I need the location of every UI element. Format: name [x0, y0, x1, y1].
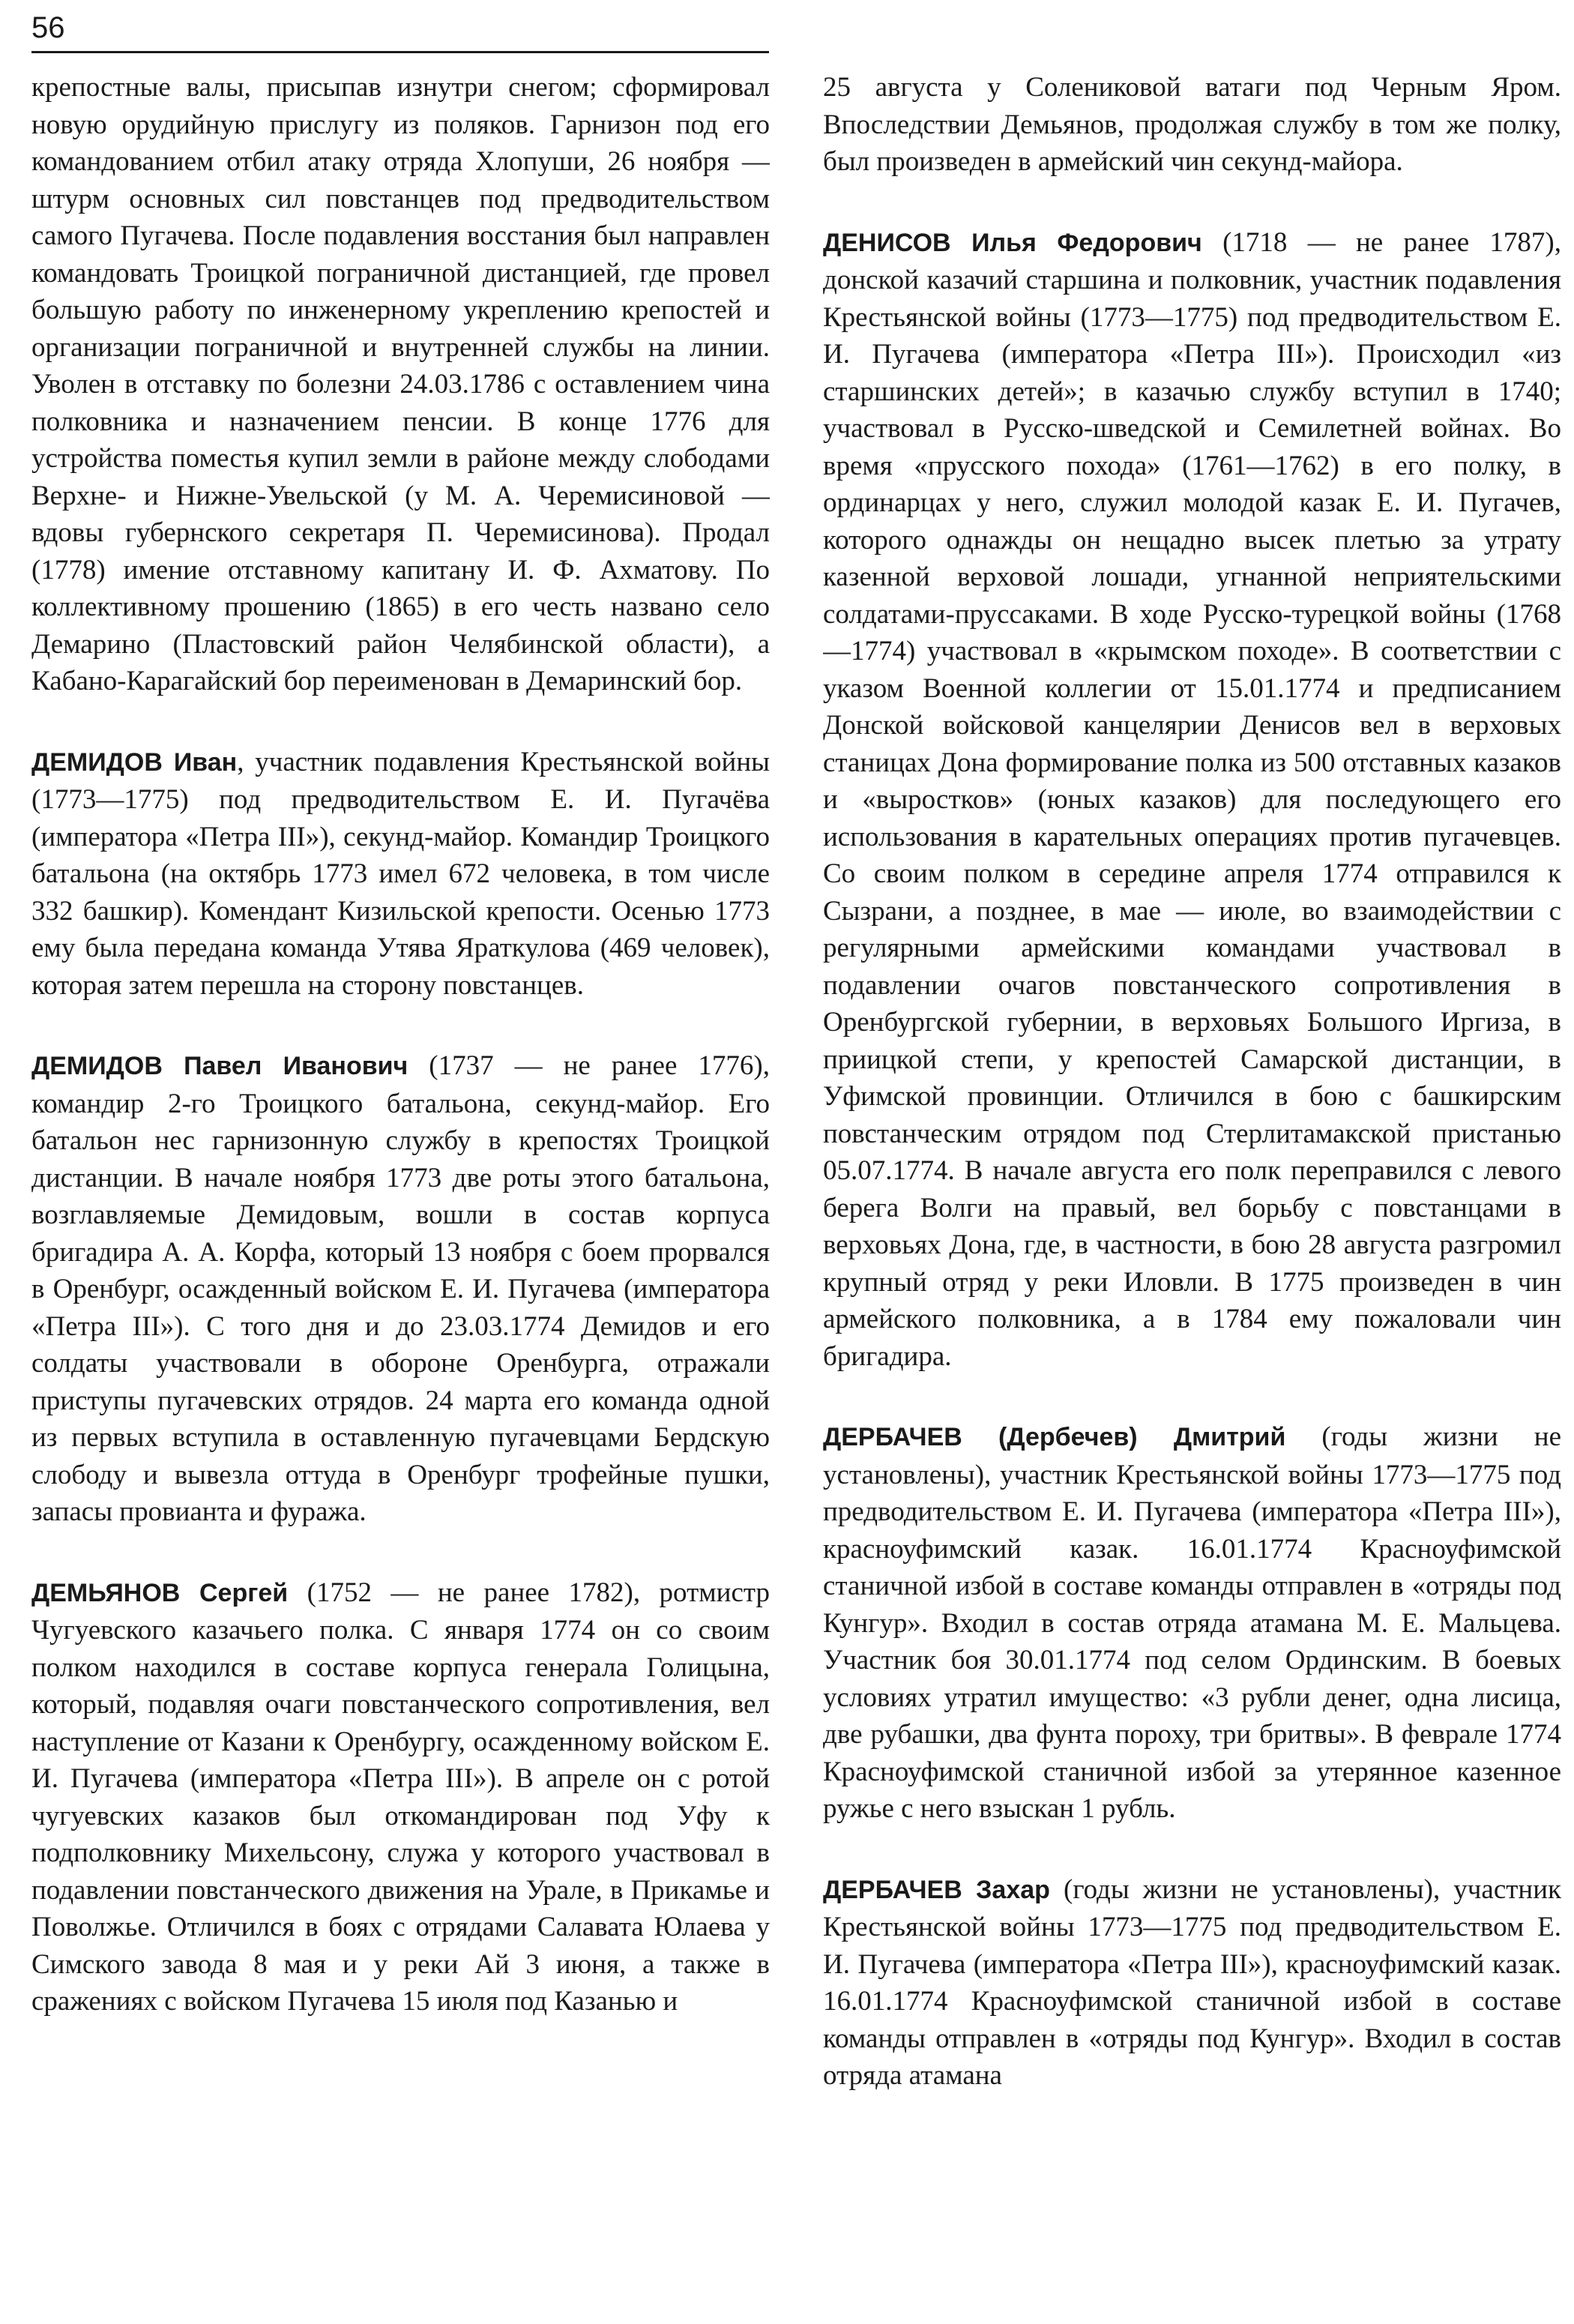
entry-derbachev-zakhar — [823, 1871, 1561, 2095]
entry-headword: ДЕМИДОВ Павел Иванович — [31, 1052, 408, 1080]
entry-text: (1737 — не ранее 1776), командир 2-го Троицкого батальона, секунд-майор. Его батальон нес гарнизонную службу в крепостях Троицкой дистанции. В начале ноября 1773 две роты этого батальона, возглавляемые Демидовым, вошли в состав корпуса бригадира А. А. Корфа, который 13 ноября с боем прорвался в Оренбург, осажденный войском Е. И. Пугачева (императора «Петра III»). С того дня и до 23.03.1774 Демидов и его солдаты участвовали в обороне Оренбурга, отражали приступы пугачевских отрядов. 24 марта его команда одной из первых вступила в оставленную пугачевцами Бердскую слободу и вывезла оттуда в Оренбург трофейные пушки, запасы провианта и фуража. — [31, 1050, 770, 1527]
entry-demidov-pavel — [31, 1047, 770, 1531]
entry-text: (годы жизни не установлены), участник Крестьянской войны 1773—1775 под предводительством Е. И. Пугачева (императора «Петра III»), красноуфимский казак. 16.01.1774 Красноуфимской станичной избой в составе команды отправлен в «отряды под Кунгур». Входил в состав отряда атамана — [823, 1873, 1561, 2091]
entry-headword: ДЕМИДОВ Иван — [31, 747, 238, 777]
entry-denisov-ilya — [823, 224, 1561, 1376]
right-column — [823, 69, 1561, 2318]
entry-demidov-ivan — [31, 744, 770, 1005]
header-rule — [31, 51, 769, 53]
entry-continuation — [31, 69, 770, 700]
page-number: 56 — [31, 11, 65, 44]
left-column — [31, 69, 770, 2318]
entry-text: (1752 — не ранее 1782), ротмистр Чугуевского казачьего полка. С января 1774 он со своим полком находился в составе корпуса генерала Голицына, который, подавляя очаги повстанческого сопротивления, вел наступление от Казани к Оренбургу, осажденному войском Е. И. Пугачева (императора «Петра III»). В апреле он с ротой чугуевских казаков был откомандирован под Уфу к подполковнику Михельсону, служа у которого участвовал в подавлении повстанческого движения на Урале, в Прикамье и Поволжье. Отличился в боях с отрядами Салавата Юлаева у Симского завода 8 мая и у реки Ай 3 июня, а также в сражениях с войском Пугачева 15 июля под Казанью и — [31, 1577, 770, 2017]
entry-headword: ДЕНИСОВ Илья Федорович — [823, 228, 1202, 257]
entry-headword: ДЕМЬЯНОВ Сергей — [31, 1578, 289, 1607]
entry-headword: ДЕРБАЧЕВ Захар — [823, 1875, 1050, 1904]
entry-headword: ДЕРБАЧЕВ (Дербечев) Дмитрий — [823, 1423, 1286, 1451]
entry-text: 25 августа у Солениковой ватаги под Черным Яром. Впоследствии Демьянов, продолжая службу в том же полку, был произведен в армейский чин секунд-майора. — [823, 72, 1561, 177]
entry-derbachev-dmitry — [823, 1418, 1561, 1828]
entry-text: (годы жизни не установлены), участник Крестьянской войны 1773—1775 под предводительством Е. И. Пугачева (императора «Петра III»), красноуфимский казак. 16.01.1774 Красноуфимской станичной избой в составе команды отправлен в «отряды под Кунгур». Входил в состав отряда атамана М. Е. Мальцева. Участник боя 30.01.1774 под селом Ординским. В боевых условиях утратил имущество: «3 рубли денег, одна лисица, две рубашки, два фунта пороху, три бритвы». В феврале 1774 Красноуфимской станичной избой за утерянное казенное ружье с него взыскан 1 рубль. — [823, 1421, 1561, 1824]
entry-continuation — [823, 69, 1561, 181]
entry-text: (1718 — не ранее 1787), донской казачий старшина и полковник, участник подавления Крестьянской войны (1773—1775) под предводительством Е. И. Пугачева (императора «Петра III»). Происходил «из старшинских детей»; в казачью службу вступил в 1740; участвовал в Русско-шведской и Семилетней войнах. Во время «прусского похода» (1761—1762) в его полку, в ординарцах у него, служил молодой казак Е. И. Пугачев, которого однажды он нещадно высек плетью за утрату казенной верховой лошади, угнанной неприятельскими солдатами-пруссаками. В ходе Русско-турецкой войны (1768—1774) участвовал в «крымском походе». В соответствии с указом Военной коллегии от 15.01.1774 и предписанием Донской войсковой канцелярии Денисов вел в верховых станицах Дона формирование полка из 500 отставных казаков и «выростков» (юных казаков) для последующего его использования в карательных операциях против пугачевцев. Со своим полком в середине апреля 1774 отправился к Сызрани, а позднее, в мае — июле, во взаимодействии с регулярными армейскими командами участвовал в подавлении очагов повстанческого сопротивления в Оренбургской губернии, в верховьях Большого Иргиза, в приицкой степи, у крепостей Самарской дистанции, в Уфимской провинции. Отличился в бою с башкирским повстанческим отрядом под Стерлитамакской пристанью 05.07.1774. В начале августа его полк переправился с левого берега Волги на правый, вел борьбу с повстанцами в верховьях Дона, где, в частности, в бою 28 августа разгромил крупный отряд у реки Иловли. В 1775 произведен в чин армейского полковника, а в 1784 ему пожаловали чин бригадира. — [823, 226, 1561, 1372]
entry-demyanov-sergey — [31, 1574, 770, 2020]
entry-text: , участник подавления Крестьянской войны (1773—1775) под предводительством Е. И. Пугачёва (императора «Петра III»), секунд-майор. Командир Троицкого батальона (на октябрь 1773 имел 672 человека, в том числе 332 башкир). Комендант Кизильской крепости. Осенью 1773 ему была передана команда Утява Яраткулова (469 человек), которая затем перешла на сторону повстанцев. — [31, 746, 770, 1001]
entry-text: крепостные валы, присыпав изнутри снегом; сформировал новую орудийную прислугу из поляков. Гарнизон под его командованием отбил атаку отряда Хлопуши, 26 ноября — штурм основных сил повстанцев под предводительством самого Пугачева. После подавления восстания был направлен командовать Троицкой пограничной дистанцией, где провел большую работу по инженерному укреплению крепостей и организации пограничной и внутренней службы на линии. Уволен в отставку по болезни 24.03.1786 с оставлением чина полковника и назначением пенсии. В конце 1776 для устройства поместья купил земли в районе между слободами Верхне- и Нижне-Увельской (у М. А. Черемисиновой — вдовы губернского секретаря П. Черемисинова). Продал (1778) имение отставному капитану И. Ф. Ахматову. По коллективному прошению (1865) в его честь названо село Демарино (Пластовский район Челябинской области), а Кабано-Карагайский бор переименован в Демаринский бор. — [31, 72, 770, 696]
